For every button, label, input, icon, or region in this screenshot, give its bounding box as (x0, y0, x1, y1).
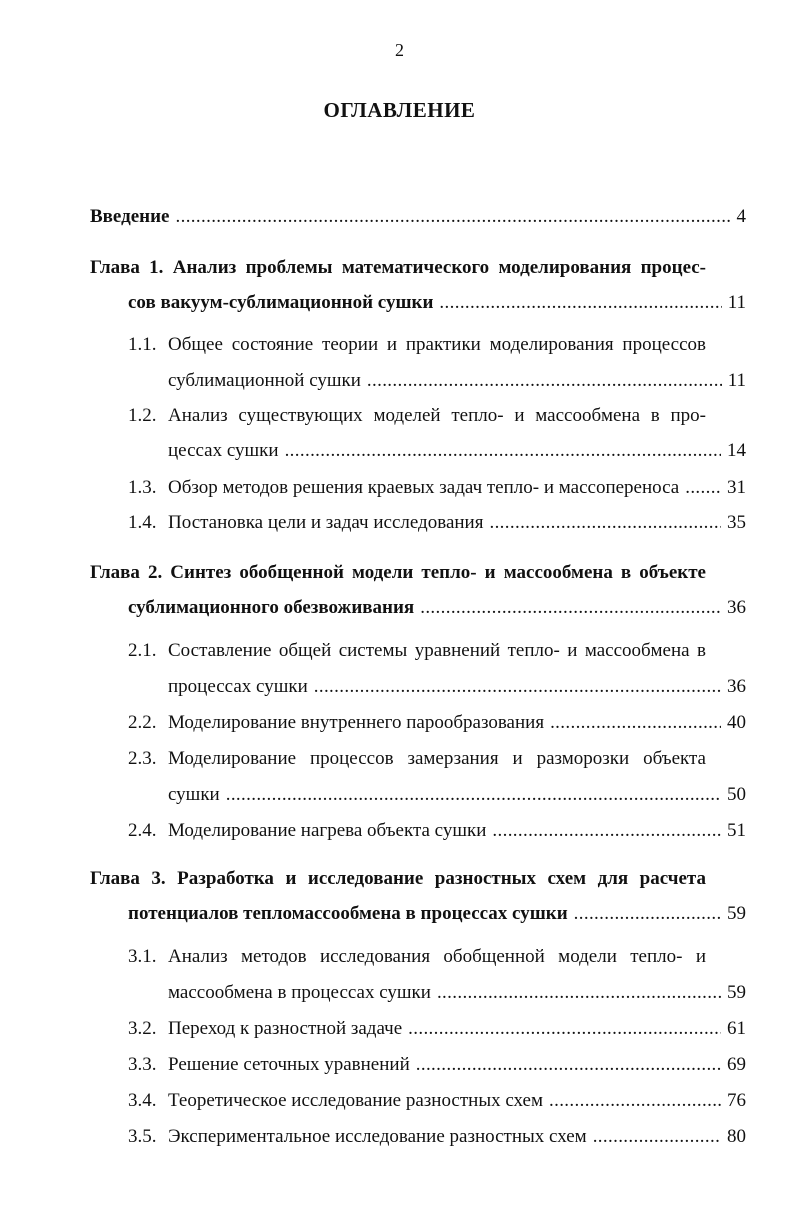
leader-dots (416, 1052, 721, 1078)
section-number: 1.1. (128, 334, 157, 355)
toc-entry-text: Введение (90, 206, 170, 227)
section-number: 1.2. (128, 405, 157, 426)
leader-dots (439, 290, 721, 316)
section-3-2 (128, 1016, 746, 1042)
section-number: 3.1. (128, 946, 157, 967)
toc-page-number: 40 (727, 712, 746, 733)
toc-page-number: 80 (727, 1126, 746, 1147)
leader-dots (492, 818, 721, 844)
section-text: Моделирование процессов замерзания и разморозки объекта (168, 748, 706, 769)
section-text: Общее состояние теории и практики моделирования процессов (168, 334, 706, 355)
chapter-1-heading-line2: сов вакуум-сублимационной сушки (128, 292, 434, 313)
section-number: 3.5. (128, 1126, 157, 1147)
toc-page-number: 61 (727, 1018, 746, 1039)
chapter-3-heading-line1: Глава 3. Разработка и исследование разностных схем для расчета (90, 868, 706, 889)
chapter-1-heading-line1: Глава 1. Анализ проблемы математического моделирования процес- (90, 257, 706, 278)
toc-page-number: 36 (727, 676, 746, 697)
toc-entry-intro (90, 204, 746, 230)
chapter-3-heading-line2: потенциалов тепломассообмена в процессах сушки (128, 903, 568, 924)
section-number: 2.1. (128, 640, 157, 661)
section-number: 1.3. (128, 477, 157, 498)
leader-dots (314, 674, 721, 700)
section-1-4 (128, 510, 746, 536)
section-2-1 (128, 638, 706, 664)
toc-page-number: 50 (727, 784, 746, 805)
toc-page-number: 76 (727, 1090, 746, 1111)
section-text: Теоретическое исследование разностных схем (168, 1090, 543, 1111)
leader-dots (550, 710, 721, 736)
toc-page-number: 31 (727, 477, 746, 498)
toc-page-number: 14 (727, 440, 746, 461)
section-text: Моделирование нагрева объекта сушки (168, 820, 487, 841)
chapter-2-heading (90, 560, 706, 586)
section-2-4 (128, 818, 746, 844)
leader-dots (285, 438, 721, 464)
section-3-3 (128, 1052, 746, 1078)
leader-dots (685, 475, 721, 501)
section-text: массообмена в процессах сушки (168, 982, 431, 1003)
section-number: 3.4. (128, 1090, 157, 1111)
section-3-1 (128, 944, 706, 970)
leader-dots (420, 595, 721, 621)
toc-page-number: 4 (736, 206, 746, 227)
section-text: Постановка цели и задач исследования (168, 512, 484, 533)
leader-dots (176, 204, 731, 230)
section-text: сушки (168, 784, 220, 805)
section-2-1-cont (168, 674, 746, 700)
section-3-4 (128, 1088, 746, 1114)
section-number: 2.4. (128, 820, 157, 841)
chapter-2-heading-cont (128, 595, 746, 621)
section-number: 2.2. (128, 712, 157, 733)
toc-title: ОГЛАВЛЕНИЕ (323, 98, 476, 122)
section-number: 3.2. (128, 1018, 157, 1039)
toc-page-number: 51 (727, 820, 746, 841)
section-number: 1.4. (128, 512, 157, 533)
section-1-3 (128, 475, 746, 501)
leader-dots (408, 1016, 721, 1042)
section-text: Экспериментальное исследование разностных схем (168, 1126, 587, 1147)
section-1-2 (128, 403, 706, 429)
toc-page-number: 59 (727, 903, 746, 924)
section-2-2 (128, 710, 746, 736)
chapter-1-heading (90, 255, 706, 281)
leader-dots (489, 510, 721, 536)
toc-page-number: 11 (727, 370, 746, 391)
section-text: Переход к разностной задаче (168, 1018, 403, 1039)
section-text: Обзор методов решения краевых задач тепло- и массопереноса (168, 477, 680, 498)
toc-page-number: 11 (727, 292, 746, 313)
section-2-3 (128, 746, 706, 772)
leader-dots (593, 1124, 721, 1150)
section-1-1 (128, 332, 706, 358)
chapter-2-heading-line2: сублимационного обезвоживания (128, 597, 415, 618)
section-text: Анализ методов исследования обобщенной модели тепло- и (168, 946, 706, 967)
section-3-5 (128, 1124, 746, 1150)
chapter-2-heading-line1: Глава 2. Синтез обобщенной модели тепло- и массообмена в объекте (90, 562, 706, 583)
section-number: 3.3. (128, 1054, 157, 1075)
chapter-3-heading-cont (128, 901, 746, 927)
section-text: Решение сеточных уравнений (168, 1054, 410, 1075)
section-text: цессах сушки (168, 440, 279, 461)
section-1-1-cont (168, 368, 746, 394)
leader-dots (549, 1088, 721, 1114)
chapter-1-heading-cont (128, 290, 746, 316)
section-text: Анализ существующих моделей тепло- и массообмена в про- (168, 405, 706, 426)
section-3-1-cont (168, 980, 746, 1006)
section-1-2-cont (168, 438, 746, 464)
section-number: 2.3. (128, 748, 157, 769)
toc-page-number: 59 (727, 982, 746, 1003)
section-2-3-cont (168, 782, 746, 808)
section-text: Моделирование внутреннего парообразования (168, 712, 545, 733)
leader-dots (367, 368, 722, 394)
chapter-3-heading (90, 866, 706, 892)
toc-page-number: 69 (727, 1054, 746, 1075)
leader-dots (574, 901, 721, 927)
leader-dots (437, 980, 721, 1006)
toc-page-number: 36 (727, 597, 746, 618)
page-number: 2 (395, 40, 404, 60)
leader-dots (226, 782, 721, 808)
section-text: процессах сушки (168, 676, 308, 697)
toc-page-number: 35 (727, 512, 746, 533)
section-text: Составление общей системы уравнений тепло- и массообмена в (168, 640, 706, 661)
section-text: сублимационной сушки (168, 370, 361, 391)
